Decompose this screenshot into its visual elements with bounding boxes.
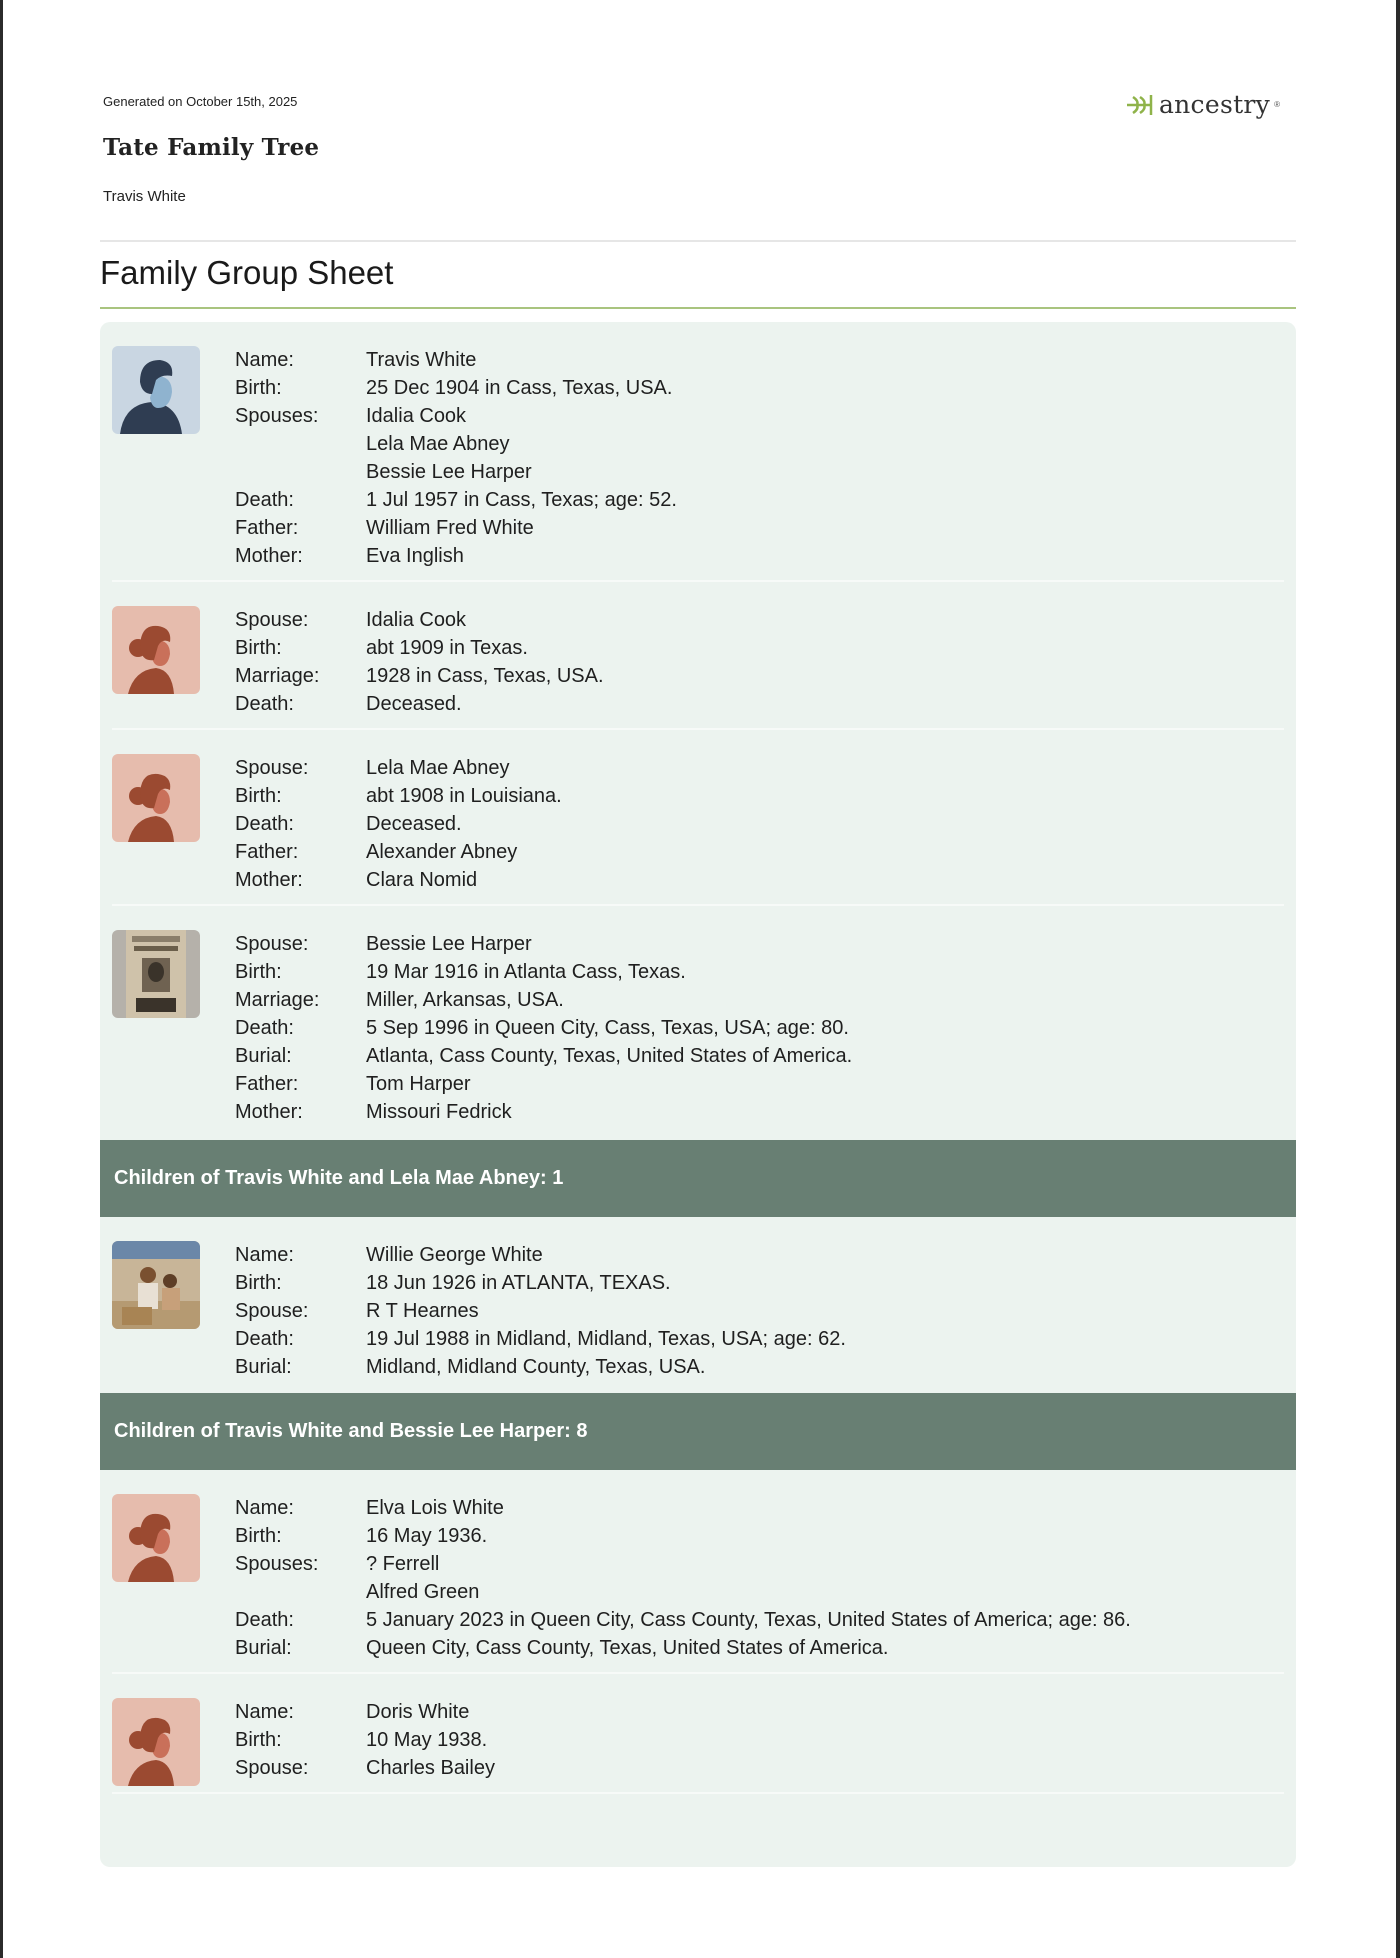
fact-row: [235, 1269, 1296, 1297]
fact-row: [235, 402, 1296, 430]
children-group-header: Children of Travis White and Lela Mae Abney: 1: [100, 1140, 1296, 1217]
fact-value: Bessie Lee Harper: [366, 461, 532, 483]
tree-owner: Travis White: [103, 188, 186, 205]
fact-row: [235, 514, 1296, 542]
fact-row: [235, 634, 1296, 662]
fact-label: Spouse:: [235, 1757, 309, 1779]
fact-value: Alexander Abney: [366, 841, 518, 863]
fact-label: Name:: [235, 1497, 294, 1519]
fact-value: abt 1909 in Texas.: [366, 637, 528, 659]
fact-label: Marriage:: [235, 665, 320, 687]
fact-row: [235, 838, 1296, 866]
fact-label: [235, 1578, 366, 1606]
family-photo[interactable]: [112, 1241, 200, 1329]
fact-value: Bessie Lee Harper: [366, 933, 532, 955]
person-record: [100, 906, 1296, 1138]
fact-label: Burial:: [235, 1637, 292, 1659]
fact-row: [235, 1634, 1296, 1662]
fact-value: 19 Jul 1988 in Midland, Midland, Texas, USA; age: 62.: [366, 1328, 846, 1350]
title-underline: [100, 307, 1296, 309]
fact-row: [235, 542, 1296, 570]
fact-row: [235, 930, 1296, 958]
fact-row: [235, 1297, 1296, 1325]
fact-row: [235, 1522, 1296, 1550]
fact-value: Clara Nomid: [366, 869, 478, 891]
person-record: [100, 1470, 1296, 1674]
fact-value: Willie George White: [366, 1244, 543, 1266]
fact-label: Mother:: [235, 1101, 303, 1123]
fact-label: Birth:: [235, 1729, 282, 1751]
fact-row: [235, 1578, 1296, 1606]
person-record: [100, 1674, 1296, 1794]
person-facts: [235, 1494, 1296, 1662]
fact-label: Death:: [235, 1017, 294, 1039]
fact-row: [235, 430, 1296, 458]
person-facts: [235, 754, 1296, 894]
fact-row: [235, 754, 1296, 782]
person-record: [100, 322, 1296, 582]
fact-row: [235, 1325, 1296, 1353]
fact-value: Deceased.: [366, 693, 462, 715]
fact-label: Death:: [235, 1328, 294, 1350]
sheet-title: Family Group Sheet: [100, 254, 394, 291]
ancestry-logo: [1125, 90, 1280, 119]
fact-label: [235, 458, 366, 486]
logo-text: ancestry: [1158, 90, 1271, 119]
fact-value: Idalia Cook: [366, 609, 467, 631]
fact-label: Death:: [235, 489, 294, 511]
fact-row: [235, 1494, 1296, 1522]
children-group-header: Children of Travis White and Bessie Lee Harper: 8: [100, 1393, 1296, 1470]
fact-row: [235, 1606, 1296, 1634]
fact-value: 19 Mar 1916 in Atlanta Cass, Texas.: [366, 961, 686, 983]
fact-value: Missouri Fedrick: [366, 1101, 512, 1123]
fact-value: 1928 in Cass, Texas, USA.: [366, 665, 604, 687]
fact-row: [235, 866, 1296, 894]
fact-row: [235, 1042, 1296, 1070]
fact-row: [235, 1353, 1296, 1381]
fact-label: Birth:: [235, 1272, 282, 1294]
fact-label: Mother:: [235, 869, 303, 891]
fact-row: [235, 1014, 1296, 1042]
fact-row: [235, 346, 1296, 374]
fact-value: Miller, Arkansas, USA.: [366, 989, 564, 1011]
fact-label: Marriage:: [235, 989, 320, 1011]
fact-row: [235, 486, 1296, 514]
fact-value: Lela Mae Abney: [366, 757, 510, 779]
fact-row: [235, 1241, 1296, 1269]
fact-label: Spouses:: [235, 405, 319, 427]
fact-label: Name:: [235, 349, 294, 371]
fact-label: Birth:: [235, 961, 282, 983]
fact-value: 1 Jul 1957 in Cass, Texas; age: 52.: [366, 489, 677, 511]
fact-label: Spouse:: [235, 1300, 309, 1322]
fact-row: [235, 1070, 1296, 1098]
header-divider: [100, 240, 1296, 242]
fact-label: Burial:: [235, 1356, 292, 1378]
fact-label: [235, 430, 366, 458]
fact-label: Burial:: [235, 1045, 292, 1067]
fact-label: Death:: [235, 693, 294, 715]
fact-value: William Fred White: [366, 517, 534, 539]
fact-row: [235, 690, 1296, 718]
fact-value: 16 May 1936.: [366, 1525, 488, 1547]
fact-label: Birth:: [235, 637, 282, 659]
person-record: [100, 1217, 1296, 1393]
fact-value: 25 Dec 1904 in Cass, Texas, USA.: [366, 377, 673, 399]
fact-row: [235, 986, 1296, 1014]
female-silhouette-icon[interactable]: [112, 754, 200, 842]
fact-row: [235, 1726, 1296, 1754]
fact-row: [235, 458, 1296, 486]
fact-label: Father:: [235, 517, 299, 539]
logo-trademark: ®: [1274, 100, 1280, 109]
fact-label: Death:: [235, 1609, 294, 1631]
fact-label: Spouses:: [235, 1553, 319, 1575]
generated-date: Generated on October 15th, 2025: [103, 94, 298, 109]
family-panel: [100, 322, 1296, 1867]
fact-row: [235, 958, 1296, 986]
fact-value: R T Hearnes: [366, 1300, 479, 1322]
fact-value: Tom Harper: [366, 1073, 471, 1095]
fact-value: Elva Lois White: [366, 1497, 504, 1519]
person-facts: [235, 346, 1296, 570]
fact-value: Charles Bailey: [366, 1757, 495, 1779]
fact-label: Father:: [235, 1073, 299, 1095]
fact-label: Birth:: [235, 377, 282, 399]
fact-label: Birth:: [235, 785, 282, 807]
fact-value: Deceased.: [366, 813, 462, 835]
person-facts: [235, 606, 1296, 718]
fact-row: [235, 782, 1296, 810]
tree-title: Tate Family Tree: [103, 134, 320, 161]
person-facts: [235, 930, 1296, 1126]
fact-value: Eva Inglish: [366, 545, 464, 567]
fact-value: abt 1908 in Louisiana.: [366, 785, 562, 807]
female-silhouette-icon[interactable]: [112, 1494, 200, 1582]
fact-value: ? Ferrell: [366, 1553, 440, 1575]
person-facts: [235, 1241, 1296, 1381]
fact-label: Death:: [235, 813, 294, 835]
fact-row: [235, 374, 1296, 402]
fact-row: [235, 1550, 1296, 1578]
fact-value: Idalia Cook: [366, 405, 467, 427]
fact-label: Birth:: [235, 1525, 282, 1547]
fact-row: [235, 606, 1296, 634]
fact-value: Lela Mae Abney: [366, 433, 510, 455]
fact-value: 10 May 1938.: [366, 1729, 488, 1751]
leaf-logo-icon: [1125, 91, 1155, 119]
female-silhouette-icon[interactable]: [112, 1698, 200, 1786]
fact-row: [235, 662, 1296, 690]
fact-value: 5 January 2023 in Queen City, Cass County, Texas, United States of America; age: 86.: [366, 1609, 1131, 1631]
fact-row: [235, 1098, 1296, 1126]
fact-value: Midland, Midland County, Texas, USA.: [366, 1356, 706, 1378]
fact-label: Name:: [235, 1701, 294, 1723]
memorial-card-photo[interactable]: [112, 930, 200, 1018]
fact-label: Mother:: [235, 545, 303, 567]
fact-label: Spouse:: [235, 933, 309, 955]
fact-value: Alfred Green: [366, 1581, 480, 1603]
fact-label: Spouse:: [235, 757, 309, 779]
fact-value: 5 Sep 1996 in Queen City, Cass, Texas, USA; age: 80.: [366, 1017, 849, 1039]
fact-label: Father:: [235, 841, 299, 863]
fact-label: Name:: [235, 1244, 294, 1266]
female-silhouette-icon[interactable]: [112, 606, 200, 694]
person-facts: [235, 1698, 1296, 1782]
fact-row: [235, 1754, 1296, 1782]
fact-value: Queen City, Cass County, Texas, United States of America.: [366, 1637, 889, 1659]
fact-label: Spouse:: [235, 609, 309, 631]
fact-value: Doris White: [366, 1701, 470, 1723]
fact-row: [235, 810, 1296, 838]
report-page: [3, 0, 1396, 1958]
person-record: [100, 582, 1296, 730]
fact-row: [235, 1698, 1296, 1726]
person-record: [100, 730, 1296, 906]
male-silhouette-icon[interactable]: [112, 346, 200, 434]
fact-value: Travis White: [366, 349, 477, 371]
fact-value: Atlanta, Cass County, Texas, United States of America.: [366, 1045, 853, 1067]
fact-value: 18 Jun 1926 in ATLANTA, TEXAS.: [366, 1272, 671, 1294]
